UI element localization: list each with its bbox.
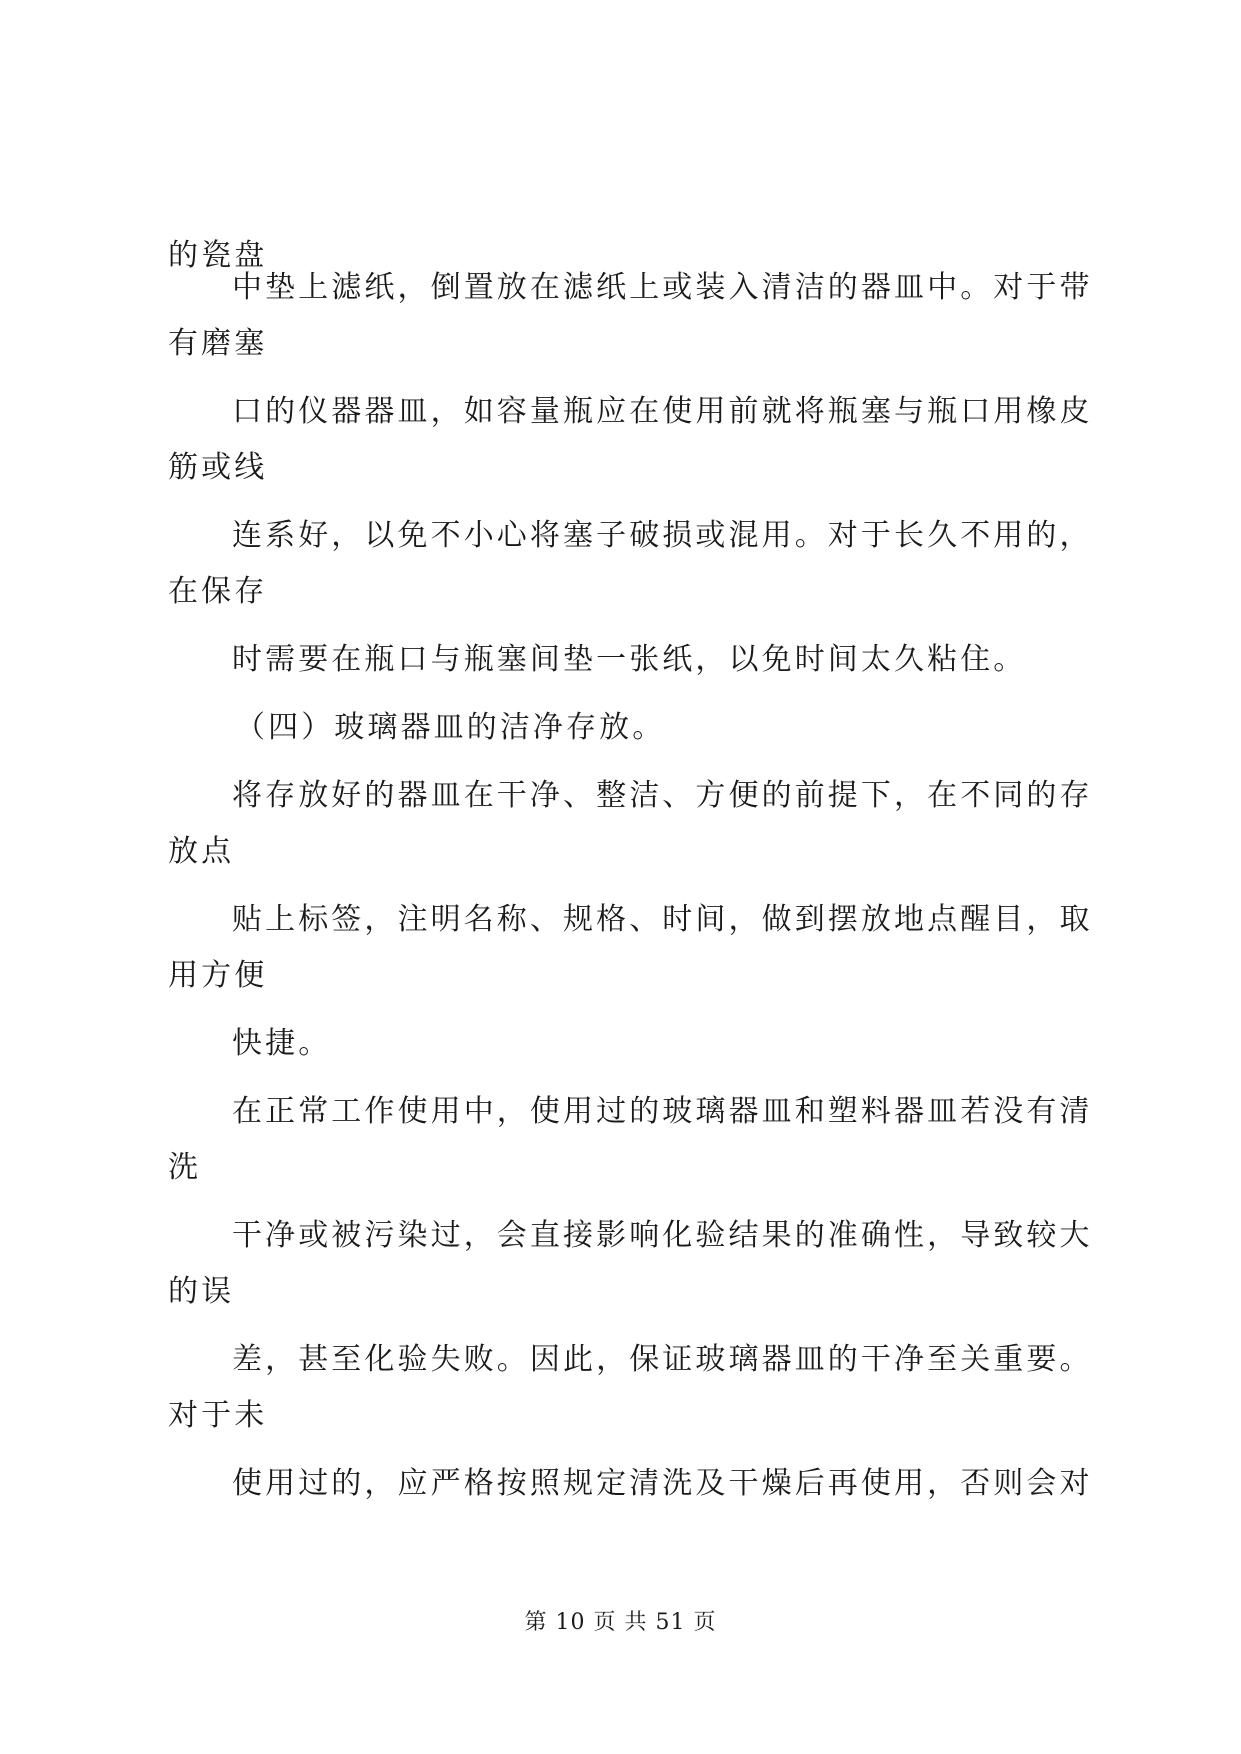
- text-line: 快捷。: [232, 1026, 332, 1061]
- text-line: 洗: [168, 1150, 202, 1185]
- text-line: 将存放好的器皿在干净、整洁、方便的前提下，在不同的存: [232, 778, 1093, 813]
- text-line: 在正常工作使用中，使用过的玻璃器皿和塑料器皿若没有清: [232, 1094, 1093, 1129]
- text-line: 使用过的，应严格按照规定清洗及干燥后再使用，否则会对: [232, 1466, 1093, 1501]
- text-line: 筋或线: [168, 450, 268, 485]
- section-heading: （四）玻璃器皿的洁净存放。: [235, 710, 666, 745]
- text-line: 差，甚至化验失败。因此，保证玻璃器皿的干净至关重要。: [232, 1342, 1093, 1377]
- text-line: 有磨塞: [168, 326, 268, 361]
- text-line: 放点: [168, 834, 235, 869]
- text-line: 的瓷盘: [168, 238, 268, 273]
- text-line: 的误: [168, 1274, 235, 1309]
- text-line: 贴上标签，注明名称、规格、时间，做到摆放地点醒目，取: [232, 902, 1093, 937]
- text-line: 干净或被污染过，会直接影响化验结果的准确性，导致较大: [232, 1218, 1093, 1253]
- text-line: 中垫上滤纸，倒置放在滤纸上或装入清洁的器皿中。对于带: [232, 270, 1093, 305]
- text-line: 用方便: [168, 958, 268, 993]
- text-line: 口的仪器器皿，如容量瓶应在使用前就将瓶塞与瓶口用橡皮: [232, 394, 1093, 429]
- page-number-footer: 第 10 页 共 51 页: [524, 1610, 717, 1635]
- text-line: 对于未: [168, 1398, 268, 1433]
- text-line: 在保存: [168, 574, 268, 609]
- text-line: 时需要在瓶口与瓶塞间垫一张纸，以免时间太久粘住。: [232, 642, 1027, 677]
- text-line: 连系好，以免不小心将塞子破损或混用。对于长久不用的，: [232, 518, 1093, 553]
